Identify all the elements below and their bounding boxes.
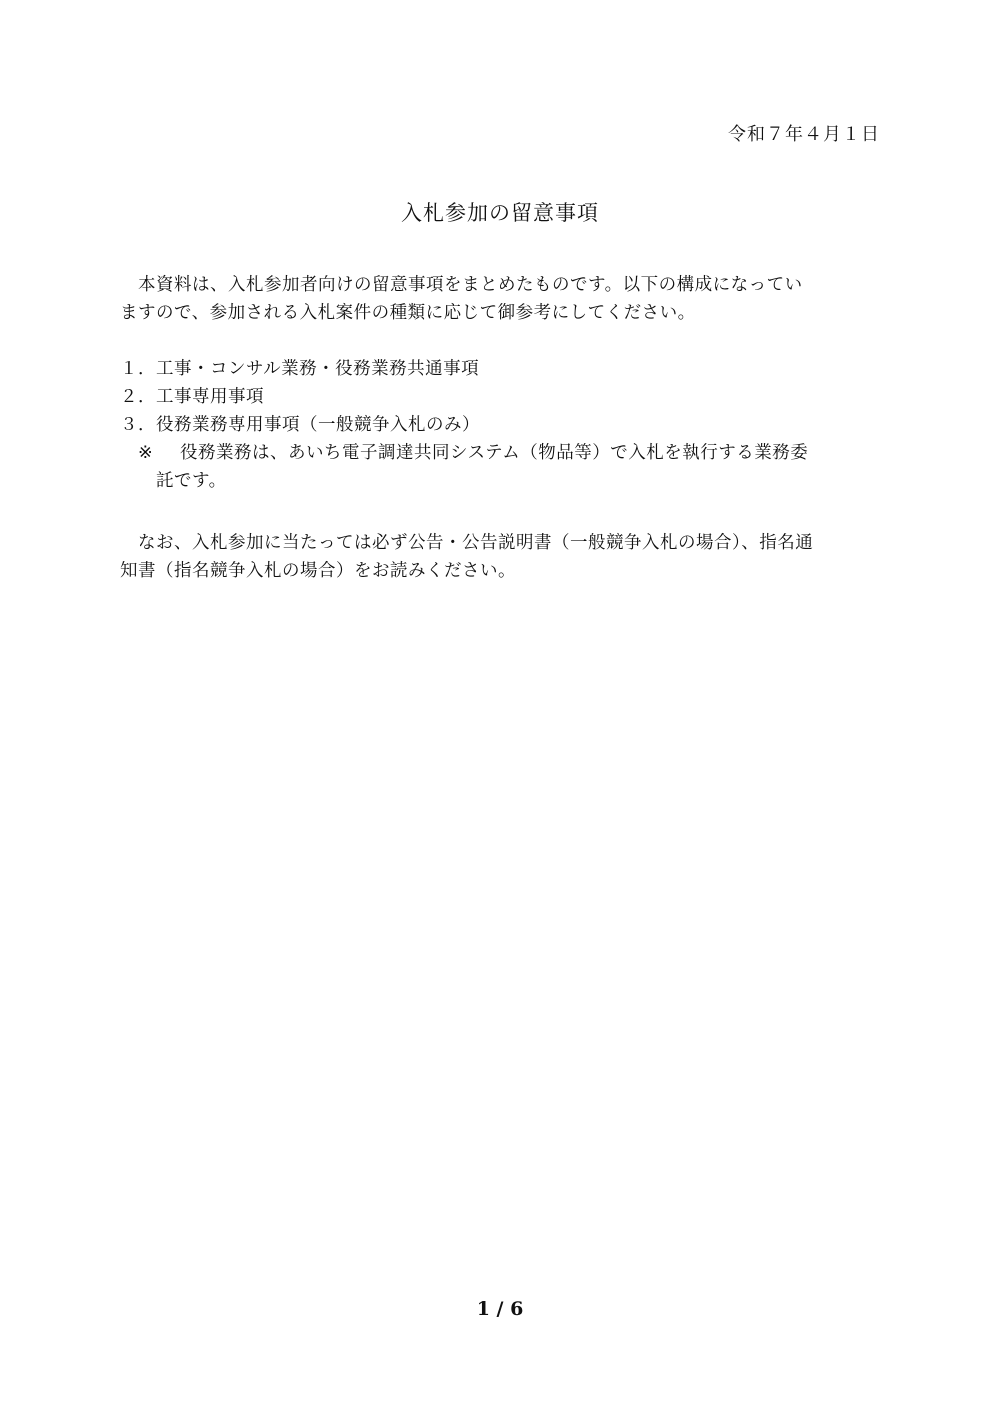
section-item-3: ３．役務業務専用事項（一般競争入札のみ）	[120, 415, 480, 435]
note-mark: ※	[138, 443, 154, 463]
note-block	[120, 440, 880, 500]
section-item-1: １．工事・コンサル業務・役務業務共通事項	[120, 359, 480, 379]
section-list	[120, 356, 880, 440]
page-number: 1 / 6	[476, 1298, 524, 1320]
document-title: 入札参加の留意事項	[401, 201, 599, 225]
intro-line-1: 本資料は、入札参加者向けの留意事項をまとめたものです。以下の構成になってい	[138, 275, 803, 295]
closing-line-2: 知書（指名競争入札の場合）をお読みください。	[120, 561, 516, 581]
closing-line-1: なお、入札参加に当たっては必ず公告・公告説明書（一般競争入札の場合）、指名通	[138, 533, 814, 553]
intro-paragraph	[120, 272, 880, 332]
intro-line-2: ますので、参加される入札案件の種類に応じて御参考にしてください。	[120, 303, 696, 323]
document-date: 令和７年４月１日	[728, 124, 880, 145]
section-item-2: ２．工事専用事項	[120, 387, 264, 407]
closing-paragraph	[120, 530, 880, 590]
note-line-1: 役務業務は、あいち電子調達共同システム（物品等）で入札を執行する業務委	[180, 443, 809, 463]
note-line-2: 託です。	[156, 471, 227, 491]
